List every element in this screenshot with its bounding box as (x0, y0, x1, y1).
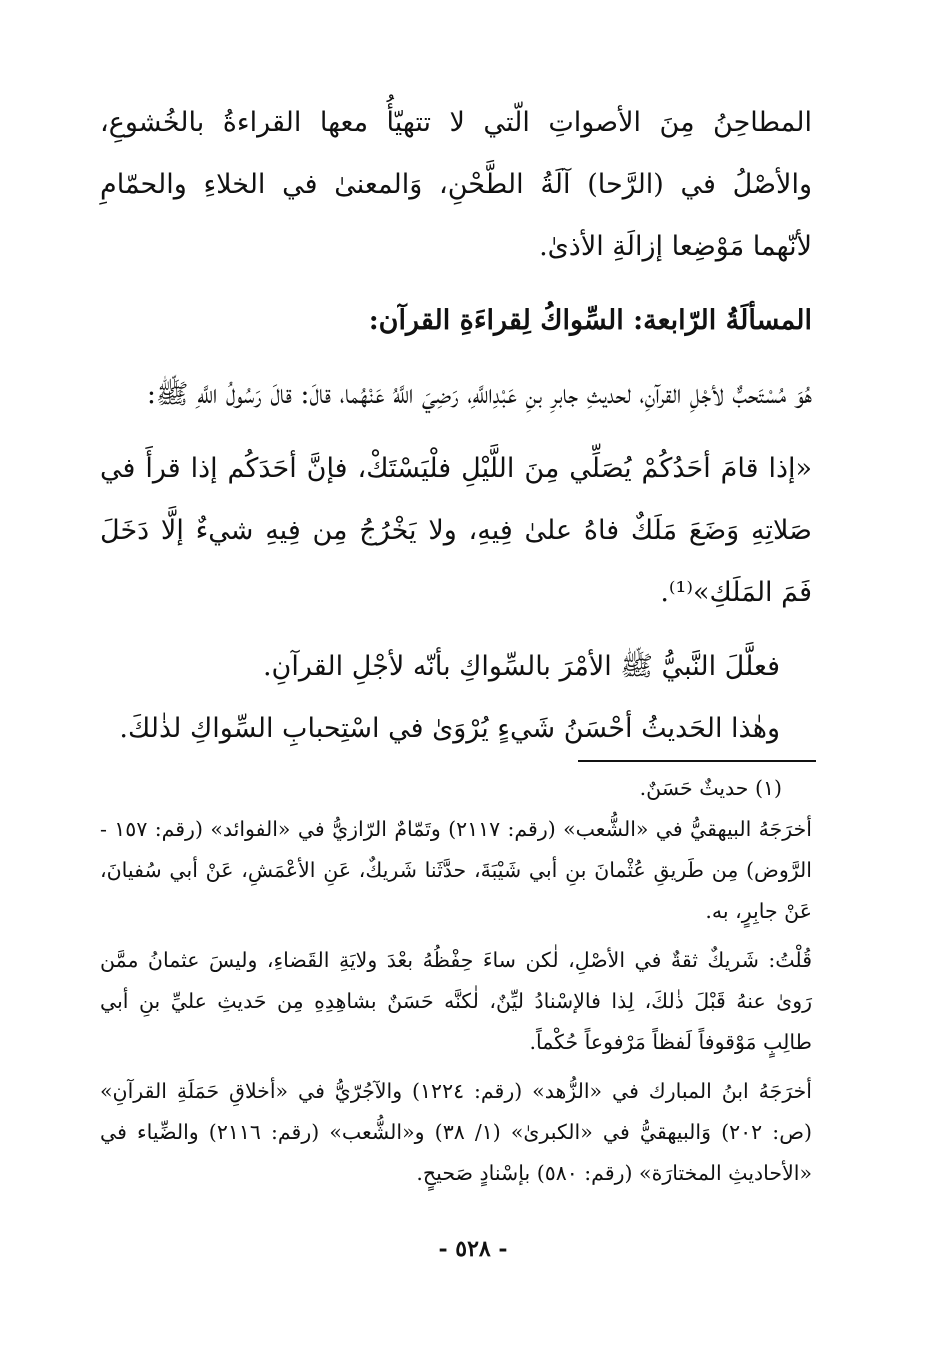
footnote-takhrij-2: أخرَجَهُ ابنُ المبارك في «الزُّهد» (رقم: ١٢٢٤) والآجُرّيُّ في «أخلاقِ حَمَلَةِ القرآنِ» (ص: ٢٠٢) وَالبيهقيُّ في «الكبرىٰ» (١/ ٣٨) و«الشُّعب» (رقم: ٢١١٦) والضِّياء في «الأحاديثِ المختارَة» (رقم: ٥٨٠) بإسْنادٍ صَحيحٍ. (100, 1079, 812, 1185)
paragraph-best-hadith: وهٰذا الحَديثُ أحْسَنُ شَيءٍ يُرْوَىٰ في اسْتِحبابِ السِّواكِ لذٰلكَ. (119, 713, 780, 744)
footnote-divider (578, 760, 816, 762)
footnote-takhrij-1: أخرَجَهُ البيهقيُّ في «الشُّعب» (رقم: ٢١١٧) وتَمّامٌ الرّازيُّ في «الفوائد» (رقم: ١٥٧ - الرَّوض) مِن طَريقِ عُثْمانَ بنِ أبي شَيْبَةَ، حدَّثَنا شَريكٌ، عَنِ الأعْمَشِ، عَنْ أبي سُفيانَ، عَنْ جابِرٍ، به. (100, 817, 812, 923)
footnotes (100, 768, 812, 1194)
footnote-comment: قُلْتُ: شَريكٌ ثقةٌ في الأصْلِ، لٰكن ساءَ حِفْظُهُ بعْدَ ولايَةِ القَضاءِ، وليسَ عثمانُ ممَّن رَوىٰ عنهُ قَبْلَ ذٰلكَ، لِذا فالإسْنادُ ليِّنٌ، لٰكنَّه حَسَنٌ بشاهِدِهِ مِن حَديثِ عليِّ بنِ أبي طالِبٍ مَوْقوفاً لَفظاً مَرْفوعاً حُكْماً. (100, 948, 812, 1054)
paragraph-mills: المطاحِنُ مِنَ الأصواتِ الّتي لا تتهيّأُ معها القراءةُ بالخُشوعِ، والأصْلُ في (الرَّحا) آلَةُ الطَّحْنِ، وَالمعنىٰ في الخلاءِ والحمّامِ لأنّهما مَوْضِعا إزالَةِ الأذىٰ. (100, 107, 812, 262)
section-heading: المسألَةُ الرّابعة: السِّواكُ لِقراءَةِ القرآن: (368, 305, 812, 336)
main-text (100, 92, 812, 760)
paragraph-reason: فعلَّلَ النَّبيُّ ﷺ الأمْرَ بالسِّواكِ بأنّه لأجْلِ القرآنِ. (262, 651, 780, 682)
hadith-quote: «إذا قامَ أحَدُكُمْ يُصَلِّي مِنَ اللَّيْلِ فلْيَسْتَكْ، فإنَّ أحَدَكُم إذا قرأَ في صَلاتِهِ وَضَعَ مَلَكٌ فاهُ علىٰ فِيهِ، ولا يَخْرُجُ مِن فِيهِ شيءٌ إلَّا دَخَلَ فَمَ المَلَكِ»⁽¹⁾. (100, 453, 812, 608)
paragraph-recommended: هُوَ مُسْتَحبٌّ لأجْلِ القرآنِ، لحديثِ جابرِ بنِ عَبْدِاللَّهِ، رَضِيَ اللَّهُ عَنْهُما، قالَ: قالَ رَسُولُ اللَّهِ ﷺ: (146, 379, 812, 410)
footnote-grade: (١) حديثٌ حَسَنٌ. (639, 776, 782, 800)
page-number: - ٥٢٨ - (438, 1236, 508, 1262)
